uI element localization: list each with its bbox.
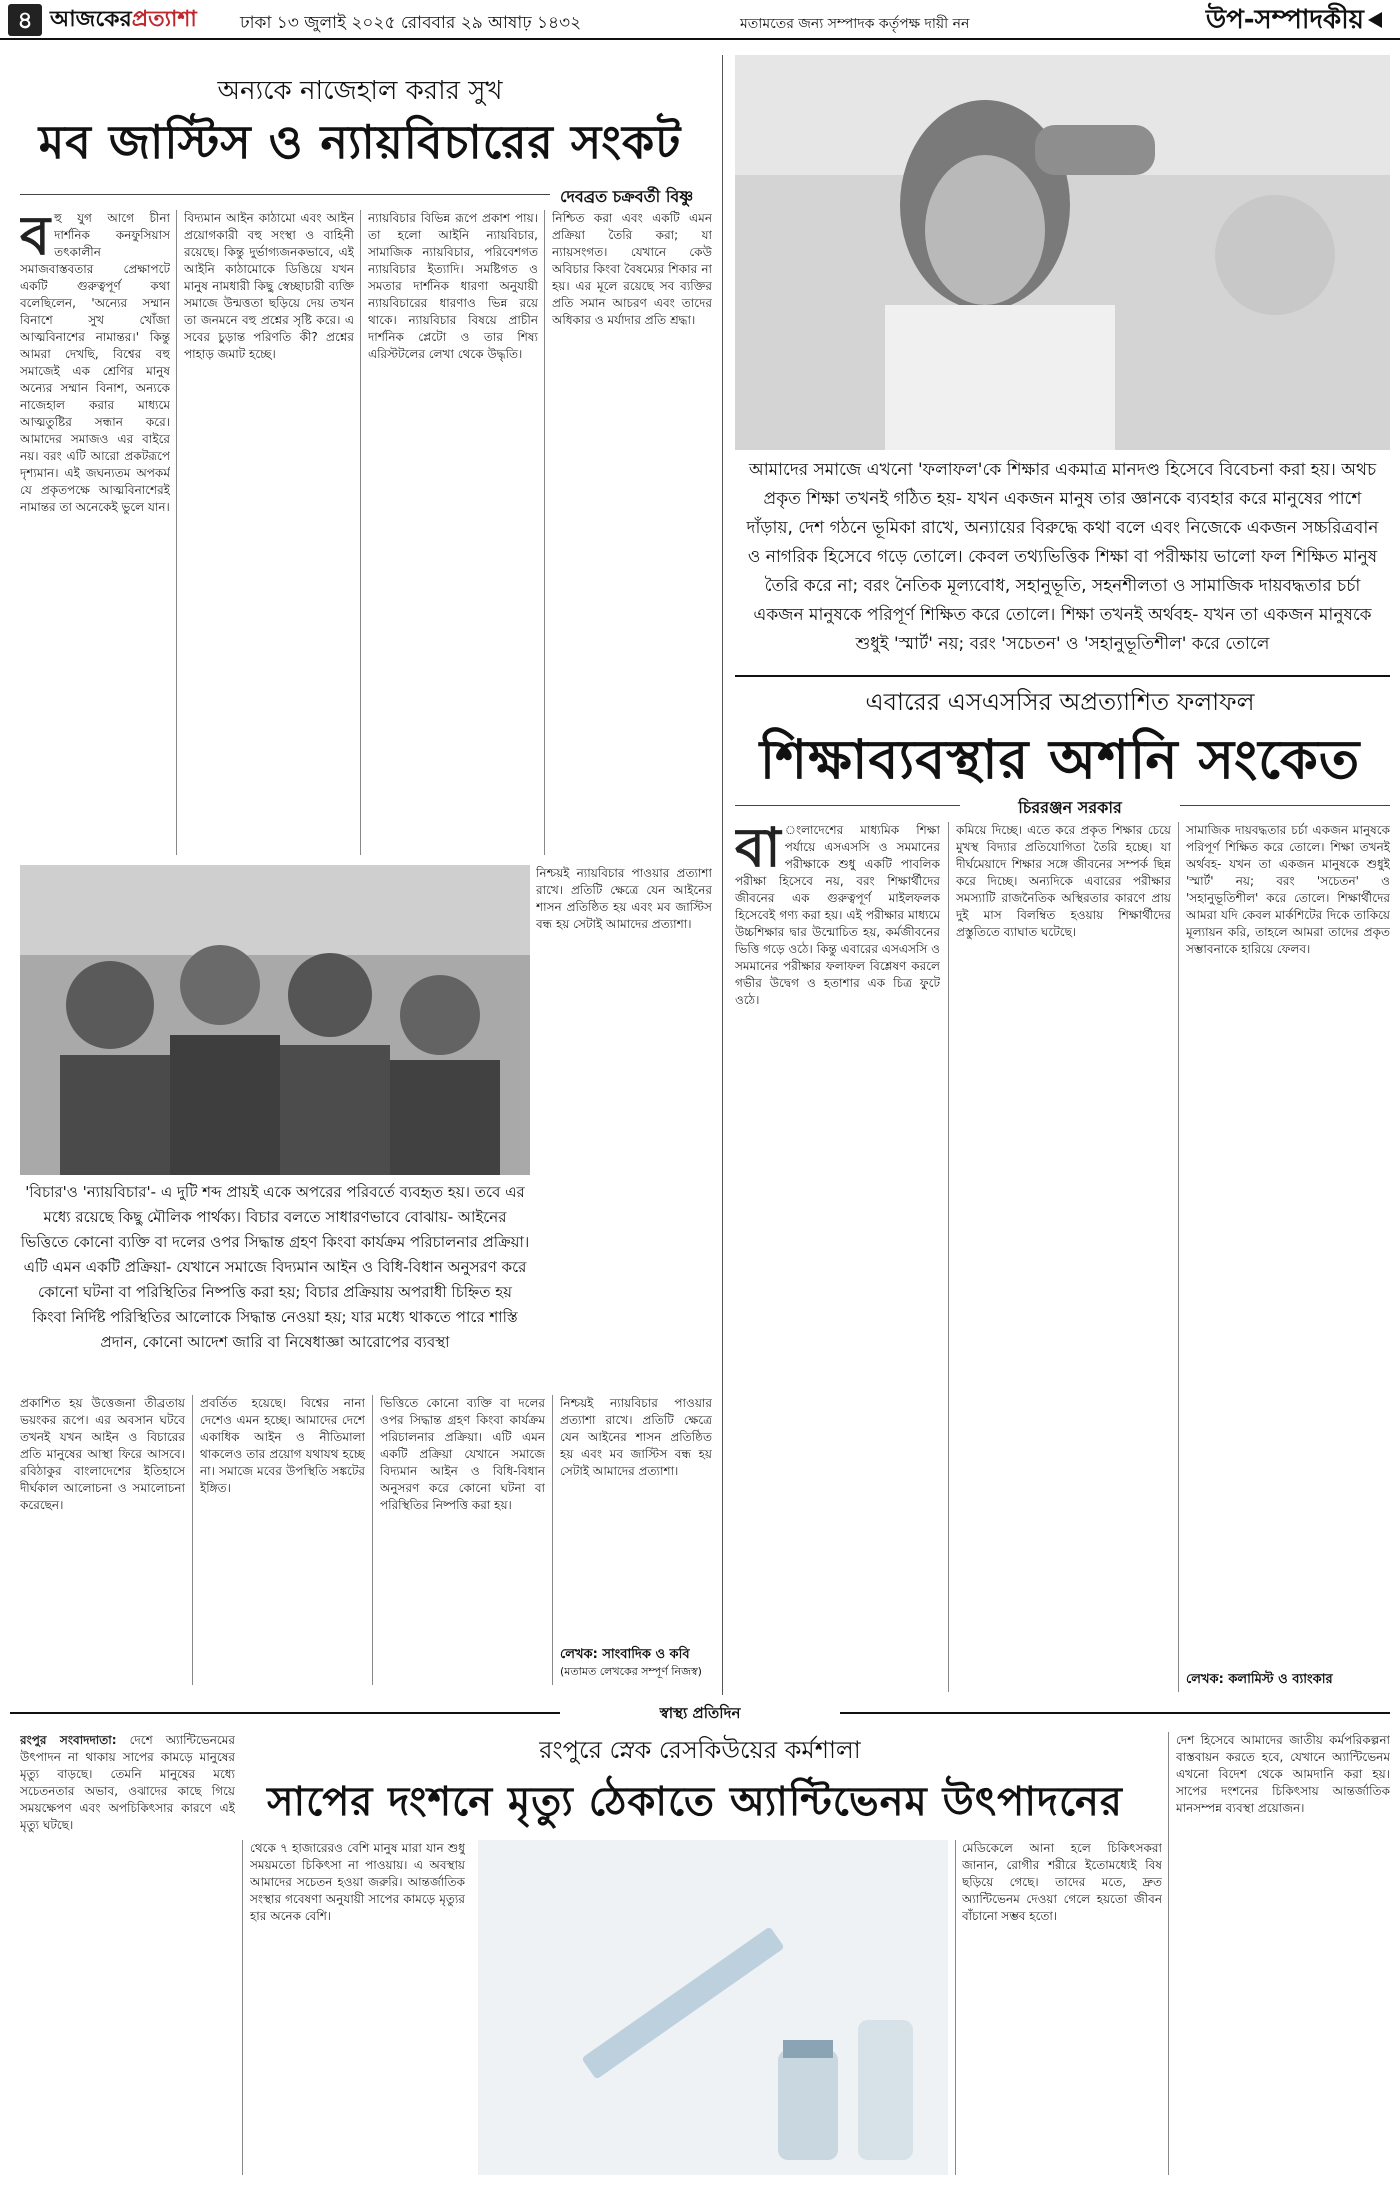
- health-lead-label: রংপুর সংবাদদাতা:: [20, 1733, 117, 1747]
- column-rule: [242, 1840, 243, 2175]
- article1-column: নিশ্চয়ই ন্যায়বিচার পাওয়ার প্রত্যাশা রাখে। প্রতিটি ক্ষেত্রে যেন আইনের শাসন প্রতিষ্ঠিত হয় এবং মব জাস্টিস বন্ধ হয় সেটাই আমাদের প্রত্যাশা।: [536, 866, 712, 931]
- article1-column: [20, 210, 170, 855]
- article2-kicker: এবারের এসএসসির অপ্রত্যাশিত ফলাফল: [865, 688, 1255, 716]
- article1-text: হু যুগ আগে চীনা দার্শনিক কনফুসিয়াস তৎকালীন সমাজবাস্তবতার প্রেক্ষাপটে একটি গুরুত্বপূর্ণ কথা বলেছিলেন, 'অন্যের সম্মান বিনাশে সুখ খোঁজা আত্মবিনাশের নামান্তর।' কিন্তু আমরা দেখছি, বিশ্বের বহু সমাজেই এক শ্রেণির মানুষ অন্যের সম্মান বিনাশ, অন্যকে নাজেহাল করার মাধ্যমে আত্মতুষ্টির সন্ধান করে। আমাদের সমাজও এর বাইরে নয়। বরং এটি আরো প্রকটরূপে দৃশ্যমান। এই জঘন্যতম অপকর্ম যে প্রকৃতপক্ষে আত্মবিনাশেরই নামান্তর তা অনেকেই ভুলে যান।: [20, 211, 170, 514]
- column-rule: [192, 1395, 193, 1685]
- column-rule: [372, 1395, 373, 1685]
- arrow-left-icon: [1368, 12, 1382, 28]
- article2-text: ংলাদেশের মাধ্যমিক শিক্ষা পর্যায়ে এসএসসি ও সমমানের পরীক্ষাকে শুধু একটি পাবলিক পরীক্ষা হিসেবে নয়, বরং শিক্ষার্থীদের জীবনের এক গুরুত্বপূর্ণ মাইলফলক হিসেবেই গণ্য করা হয়। এই পরীক্ষার মাধ্যমে উচ্চশিক্ষার দ্বার উন্মোচিত হয়, কর্মজীবনের ভিত্তি গড়ে ওঠে। কিন্তু এবারের এসএসসি ও সমমানের পরীক্ষার ফলাফল বিশ্লেষণ করলে গভীর উদ্বেগ ও হতাশার এক চিত্র ফুটে ওঠে।: [735, 823, 940, 1007]
- article1-headline: মব জাস্টিস ও ন্যায়বিচারের সংকট: [38, 115, 682, 169]
- column-rule: [544, 210, 545, 855]
- article1-column: নিশ্চিত করা এবং একটি এমন প্রক্রিয়া তৈরি করা; যা ন্যায়সংগত। যেখানে কেউ অবিচার কিংবা বৈষম্যের শিকার না হয়। এর মূলে রয়েছে সব ব্যক্তির প্রতি সমান আচরণ এবং তাদের অধিকার ও মর্যাদার প্রতি শ্রদ্ধা।: [552, 211, 712, 327]
- page-number: ৪: [8, 4, 42, 36]
- newspaper-logo: [50, 4, 225, 36]
- health-column: মেডিকেলে আনা হলে চিকিৎসকরা জানান, রোগীর শরীরে ইতোমধ্যেই বিষ ছড়িয়ে গেছে। তাদের মতে, দ্রুত অ্যান্টিভেনম দেওয়া গেলে হয়তো জীবন বাঁচানো সম্ভব হতো।: [962, 1841, 1162, 1923]
- article2-column: সামাজিক দায়বদ্ধতার চর্চা একজন মানুষকে পরিপূর্ণ শিক্ষিত করে তোলে। শিক্ষা তখনই অর্থবহ- যখন তা একজন মানুষকে শুধুই 'স্মার্ট' নয়; বরং 'সচেতন' ও 'সহানুভূতিশীল' করে তোলে। শিক্ষার্থীদের আমরা যদি কেবল মার্কশিটের দিকে তাকিয়ে মূল্যায়ন করি, তাহলে আমরা তাদের প্রকৃত সম্ভাবনাকে হারিয়ে ফেলব।: [1186, 823, 1390, 956]
- dropcap: ব: [20, 210, 51, 267]
- dropcap: বা: [735, 822, 781, 879]
- syringe-illustration: [478, 1840, 948, 2175]
- column-rule: [176, 210, 177, 855]
- health-column: দেশ হিসেবে আমাদের জাতীয় কর্মপরিকল্পনা বাস্তবায়ন করতে হবে, যেখানে অ্যান্টিভেনম এখনো বিদেশ থেকে আমদানি করা হয়। সাপের দংশনের চিকিৎসায় আন্তর্জাতিক মানসম্পন্ন ব্যবস্থা প্রয়োজন।: [1176, 1733, 1390, 1815]
- article1-column: প্রবর্তিত হয়েছে। বিশ্বের নানা দেশেও এমন হচ্ছে। আমাদের দেশে একাধিক আইন ও নীতিমালা থাকলেও তার প্রয়োগ যথাযথ হচ্ছে না। সমাজে মবের উপস্থিতি সঙ্কটের ইঙ্গিত।: [200, 1396, 365, 1495]
- health-section-band: স্বাস্থ্য প্রতিদিন: [560, 1702, 840, 1724]
- article2-photo-caption: আমাদের সমাজে এখনো 'ফলাফল'কে শিক্ষার একমাত্র মানদণ্ড হিসেবে বিবেচনা করা হয়। অথচ প্রকৃত শিক্ষা তখনই গঠিত হয়- যখন একজন মানুষ তার জ্ঞানকে ব্যবহার করে মানুষের পাশে দাঁড়ায়, দেশ গঠনে ভূমিকা রাখে, অন্যায়ের বিরুদ্ধে কথা বলে এবং নিজেকে একজন সচ্চরিত্রবান ও নাগরিক হিসেবে গড়ে তোলে। কেবল তথ্যভিত্তিক শিক্ষা বা পরীক্ষায় ভালো ফল শিক্ষিত মানুষ তৈরি করে না; বরং নৈতিক মূল্যবোধ, সহানুভূতি, সহনশীলতা ও সামাজিক দায়বদ্ধতার চর্চা একজন মানুষকে পরিপূর্ণ শিক্ষিত করে তোলে। শিক্ষা তখনই অর্থবহ- যখন তা একজন মানুষকে শুধুই 'স্মার্ট' নয়; বরং 'সচেতন' ও 'সহানুভূতিশীল' করে তোলে: [746, 460, 1379, 654]
- column-rule: [1178, 822, 1179, 1692]
- article2-byline: চিররঞ্জন সরকার: [1018, 798, 1122, 817]
- article1-column: ভিত্তিতে কোনো ব্যক্তি বা দলের ওপর সিদ্ধান্ত গ্রহণ কিংবা কার্যক্রম পরিচালনার প্রক্রিয়া। এটি এমন একটি প্রক্রিয়া যেখানে সমাজে বিদ্যমান আইন ও বিধি-বিধান অনুসরণ করে কোনো ঘটনা বা পরিস্থিতির নিষ্পত্তি করা হয়।: [380, 1396, 545, 1512]
- student-photo: [735, 55, 1390, 450]
- column-rule: [360, 210, 361, 855]
- health-column: [20, 1732, 235, 2172]
- caption-rule: [735, 675, 1390, 677]
- article-divider: [722, 55, 723, 1695]
- logo-part2: প্রত্যাশা: [131, 7, 197, 32]
- article1-signature-note: (মতামত লেখকের সম্পূর্ণ নিজস্ব): [560, 1665, 702, 1678]
- article2-headline: শিক্ষাব্যবস্থার অশনি সংকেত: [759, 728, 1361, 791]
- dateline: ঢাকা ১৩ জুলাই ২০২৫ রোববার ২৯ আষাঢ় ১৪৩২: [240, 13, 582, 33]
- article1-column: প্রকাশিত হয় উত্তেজনা তীব্রতায় ভয়ংকর রূপে। এর অবসান ঘটবে তখনই যখন আইন ও বিচারের প্রতি মানুষের আস্থা ফিরে আসবে। রবিঠাকুর বাংলাদেশের ইতিহাসে দীর্ঘকাল আলোচনা ও সমালোচনা করেছেন।: [20, 1396, 185, 1512]
- byline-rule: [1180, 805, 1390, 806]
- section-title: উপ-সম্পাদকীয়: [1205, 5, 1364, 35]
- article1-kicker: অন্যকে নাজেহাল করার সুখ: [217, 76, 503, 106]
- logo-part1: আজকের: [50, 7, 132, 32]
- column-rule: [1168, 1732, 1169, 2175]
- article1-column: বিদ্যমান আইন কাঠামো এবং আইন প্রয়োগকারী বহু সংস্থা ও বাহিনী রয়েছে। কিন্তু দুর্ভাগ্যজনকভাবে, এই আইনি কাঠামোকে ডিঙিয়ে যখন মানুষ নামধারী কিছু স্বেচ্ছাচারী ব্যক্তি সমাজে উন্মত্ততা ছড়িয়ে দেয় তখন তা জনমনে বহু প্রশ্নের সৃষ্টি করে। এ সবের চুড়ান্ত পরিণতি কী? প্রশ্নের পাহাড় জমাট হচ্ছে।: [184, 211, 354, 361]
- student-illustration: [735, 55, 1390, 450]
- article1-column: ন্যায়বিচার বিভিন্ন রূপে প্রকাশ পায়। তা হলো আইনি ন্যায়বিচার, সামাজিক ন্যায়বিচার, পরিবেশগত ন্যায়বিচার ইত্যাদি। সমষ্টিগত ও সমতার দার্শনিক ধারণা অনুযায়ী ন্যায়বিচারের ধারণাও ভিন্ন রয়ে থাকে। ন্যায়বিচার বিষয়ে প্রাচীন দার্শনিক প্লেটো ও তার শিষ্য এরিস্টটলের লেখা থেকে উদ্ধৃতি।: [368, 211, 538, 361]
- column-rule: [552, 1395, 553, 1685]
- byline-rule: [20, 194, 550, 195]
- health-text: দেশে অ্যান্টিভেনমের উৎপাদন না থাকায় সাপের কামড়ে মানুষের মৃত্যু বাড়ছে। তেমনি মানুষের মধ্যে সচেতনতার অভাব, ওঝাদের কাছে গিয়ে সময়ক্ষেপণ এবং অপচিকিৎসার কারণে এই মৃত্যু ঘটছে।: [20, 1733, 235, 1832]
- antivenom-photo: [478, 1840, 948, 2175]
- disclaimer: মতামতের জন্য সম্পাদক কর্তৃপক্ষ দায়ী নন: [740, 16, 970, 32]
- protest-photo: [20, 865, 530, 1175]
- article1-column: নিশ্চয়ই ন্যায়বিচার পাওয়ার প্রত্যাশা রাখে। প্রতিটি ক্ষেত্রে যেন আইনের শাসন প্রতিষ্ঠিত হয় এবং মব জাস্টিস বন্ধ হয় সেটাই আমাদের প্রত্যাশা।: [560, 1396, 712, 1478]
- article2-column: কমিয়ে দিচ্ছে। এতে করে প্রকৃত শিক্ষার চেয়ে মুখস্থ বিদ্যার প্রতিযোগিতা তৈরি হচ্ছে। যা দীর্ঘমেয়াদে শিক্ষার সঙ্গে জীবনের সম্পর্ক ছিন্ন করে দিচ্ছে। অন্যদিকে এবারের পরীক্ষার সমস্যাটি রাজনৈতিক অস্থিরতার কারণে প্রায় দুই মাস বিলম্বিত হওয়ায় শিক্ষার্থীদের প্রস্তুতিতে ব্যাঘাত ঘটেছে।: [956, 823, 1171, 939]
- article1-signature: লেখক: সাংবাদিক ও কবি: [560, 1647, 690, 1662]
- article1-byline: দেবব্রত চক্রবর্তী বিষ্ণু: [560, 187, 694, 206]
- article2-signature: লেখক: কলামিস্ট ও ব্যাংকার: [1186, 1672, 1333, 1687]
- article2-column: [735, 822, 940, 1692]
- health-headline: সাপের দংশনে মৃত্যু ঠেকাতে অ্যান্টিভেনম উৎপাদনের: [267, 1779, 1123, 1825]
- health-column: থেকে ৭ হাজারেরও বেশি মানুষ মারা যান শুধু সময়মতো চিকিৎসা না পাওয়ায়। এ অবস্থায় আমাদের সচেতন হওয়া জরুরি। আন্তর্জাতিক সংস্থার গবেষণা অনুযায়ী সাপের কামড়ে মৃত্যুর হার অনেক বেশি।: [250, 1841, 465, 1923]
- protest-illustration: [20, 865, 530, 1175]
- column-rule: [955, 1840, 956, 2175]
- article1-photo-caption: 'বিচার'ও 'ন্যায়বিচার'- এ দুটি শব্দ প্রায়ই একে অপরের পরিবর্তে ব্যবহৃত হয়। তবে এর মধ্যে রয়েছে কিছু মৌলিক পার্থক্য। বিচার বলতে সাধারণভাবে বোঝায়- আইনের ভিত্তিতে কোনো ব্যক্তি বা দলের ওপর সিদ্ধান্ত গ্রহণ কিংবা কার্যক্রম পরিচালনার প্রক্রিয়া। এটি এমন একটি প্রক্রিয়া- যেখানে সমাজে বিদ্যমান আইন ও বিধি-বিধান অনুসরণ করে কোনো ঘটনা বা পরিস্থিতির নিষ্পত্তি করা হয়; বিচার প্রক্রিয়ায় অপরাধী চিহ্নিত হয় কিংবা নির্দিষ্ট পরিস্থিতির আলোকে সিদ্ধান্ত নেওয়া হয়; যার মধ্যে থাকতে পারে শাস্তি প্রদান, কোনো আদেশ জারি বা নিষেধাজ্ঞা আরোপের ব্যবস্থা: [20, 1183, 530, 1351]
- column-rule: [948, 822, 949, 1692]
- health-kicker: রংপুরে স্নেক রেসকিউয়ের কর্মশালা: [539, 1736, 861, 1764]
- byline-rule: [735, 805, 960, 806]
